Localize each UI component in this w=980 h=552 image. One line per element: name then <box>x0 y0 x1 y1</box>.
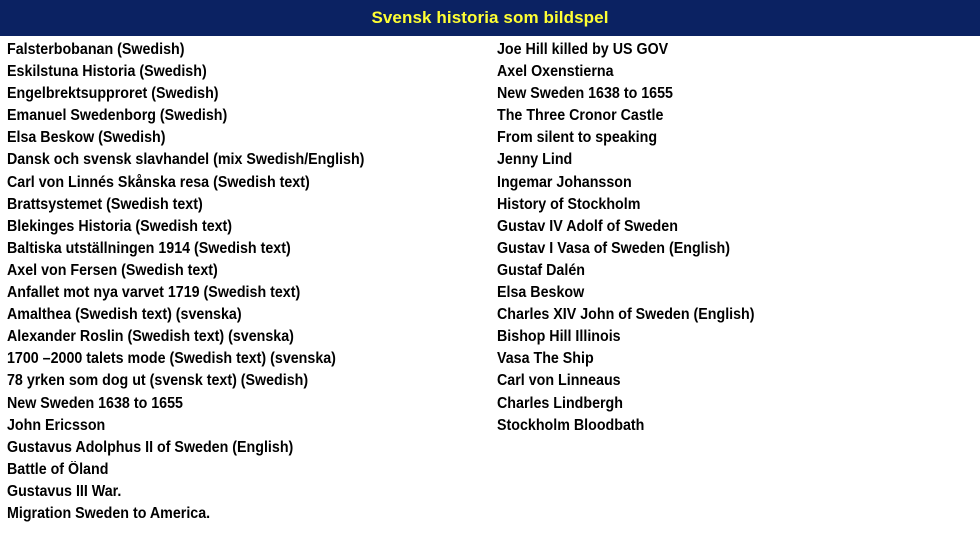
list-item-link[interactable]: Carl von Linneaus <box>497 372 621 390</box>
list-item-link[interactable]: Charles XIV John of Sweden (English) <box>497 306 755 324</box>
list-item-link[interactable]: Amalthea (Swedish text) (svenska) <box>7 306 242 324</box>
list-item-link[interactable]: John Ericsson <box>7 416 106 434</box>
list-item-link[interactable]: From silent to speaking <box>497 129 658 147</box>
list-item-link[interactable]: Charles Lindbergh <box>497 394 623 412</box>
list-item-link[interactable]: Elsa Beskow <box>497 284 585 302</box>
list-item-link[interactable]: Migration Sweden to America. <box>7 504 211 522</box>
list-item-link[interactable]: Carl von Linnés Skånska resa (Swedish text) <box>7 173 310 191</box>
list-item-link[interactable]: Alexander Roslin (Swedish text) (svenska) <box>7 328 294 346</box>
list-item-link[interactable]: New Sweden 1638 to 1655 <box>497 85 673 103</box>
list-item-link[interactable]: Bishop Hill Illinois <box>497 328 621 346</box>
list-item-link[interactable]: Gustavus Adolphus II of Sweden (English) <box>7 438 294 456</box>
list-item-link[interactable]: History of Stockholm <box>497 195 641 213</box>
list-item-link[interactable]: Anfallet mot nya varvet 1719 (Swedish text) <box>7 284 301 302</box>
list-item-link[interactable]: 1700 –2000 talets mode (Swedish text) (svenska) <box>7 350 336 368</box>
list-item-link[interactable]: Engelbrektsupproret (Swedish) <box>7 85 219 103</box>
list-item-link[interactable]: Jenny Lind <box>497 151 573 169</box>
header-bar <box>0 0 980 36</box>
list-item-link[interactable]: Vasa The Ship <box>497 350 594 368</box>
list-item-link[interactable]: Axel Oxenstierna <box>497 63 614 81</box>
list-item-link[interactable]: The Three Cronor Castle <box>497 107 664 125</box>
list-item-link[interactable]: Falsterbobanan (Swedish) <box>7 41 185 58</box>
list-item-link[interactable]: Dansk och svensk slavhandel (mix Swedish/English) <box>7 151 365 169</box>
right-link-list <box>497 39 977 437</box>
list-item-link[interactable]: Baltiska utställningen 1914 (Swedish text) <box>7 239 291 257</box>
list-item-link[interactable]: Gustavus III War. <box>7 482 122 500</box>
list-item-link[interactable]: Axel von Fersen (Swedish text) <box>7 261 218 279</box>
list-item-link[interactable]: Joe Hill killed by US GOV <box>497 41 669 58</box>
list-item-link[interactable]: Stockholm Bloodbath <box>497 416 645 434</box>
list-item-link[interactable]: New Sweden 1638 to 1655 <box>7 394 183 412</box>
list-item-link[interactable]: Brattsystemet (Swedish text) <box>7 195 203 213</box>
list-item-link[interactable]: 78 yrken som dog ut (svensk text) (Swedish) <box>7 372 309 390</box>
list-item-link[interactable]: Gustaf Dalén <box>497 261 585 279</box>
list-item-link[interactable]: Ingemar Johansson <box>497 173 632 191</box>
left-link-list <box>7 39 487 525</box>
list-item-link[interactable]: Gustav IV Adolf of Sweden <box>497 217 678 235</box>
list-item-link[interactable]: Blekinges Historia (Swedish text) <box>7 217 233 235</box>
list-item-link[interactable]: Elsa Beskow (Swedish) <box>7 129 166 147</box>
list-item-link[interactable]: Emanuel Swedenborg (Swedish) <box>7 107 228 125</box>
list-item-link[interactable]: Eskilstuna Historia (Swedish) <box>7 63 207 81</box>
list-item-link[interactable]: Battle of Öland <box>7 460 109 478</box>
page-title: Svensk historia som bildspel <box>371 8 609 27</box>
list-item-link[interactable]: Gustav I Vasa of Sweden (English) <box>497 239 730 257</box>
